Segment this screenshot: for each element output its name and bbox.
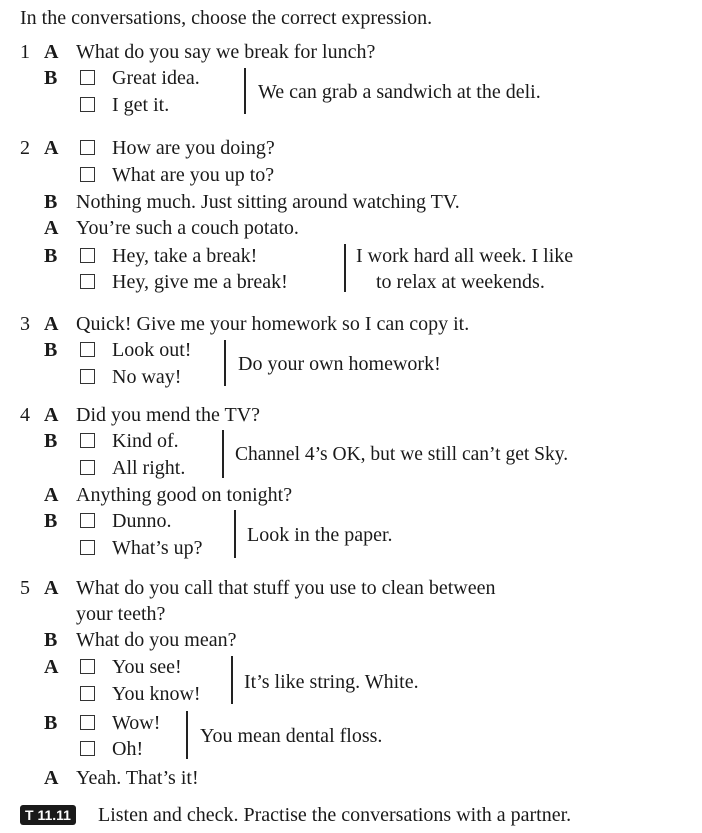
- speaker-label: A: [44, 137, 59, 159]
- conversation-number: 3: [20, 313, 30, 335]
- continuation-text: It’s like string. White.: [244, 671, 419, 693]
- dialogue-line: What do you mean?: [76, 629, 237, 651]
- speaker-label: B: [44, 629, 58, 651]
- dialogue-line: Nothing much. Just sitting around watching TV.: [76, 191, 460, 213]
- option-checkbox[interactable]: [80, 274, 95, 289]
- conversation-number: 2: [20, 137, 30, 159]
- dialogue-line: Yeah. That’s it!: [76, 767, 199, 789]
- speaker-label: B: [44, 712, 58, 734]
- speaker-label: B: [44, 430, 58, 452]
- option-checkbox[interactable]: [80, 460, 95, 475]
- continuation-text: Do your own homework!: [238, 353, 441, 375]
- speaker-label: B: [44, 510, 58, 532]
- divider-bar: [244, 68, 246, 114]
- continuation-text: We can grab a sandwich at the deli.: [258, 81, 541, 103]
- speaker-label: A: [44, 313, 59, 335]
- option-label: Hey, take a break!: [112, 245, 258, 267]
- option-label: All right.: [112, 457, 186, 479]
- option-label: What’s up?: [112, 537, 203, 559]
- divider-bar: [224, 340, 226, 386]
- speaker-label: A: [44, 41, 59, 63]
- audio-track-badge[interactable]: T 11.11: [20, 805, 76, 825]
- option-checkbox[interactable]: [80, 741, 95, 756]
- option-label: No way!: [112, 366, 182, 388]
- option-checkbox[interactable]: [80, 540, 95, 555]
- divider-bar: [231, 656, 233, 704]
- option-checkbox[interactable]: [80, 369, 95, 384]
- dialogue-line: You’re such a couch potato.: [76, 217, 299, 239]
- continuation-text: I work hard all week. I like: [356, 245, 574, 267]
- speaker-label: B: [44, 191, 58, 213]
- divider-bar: [344, 244, 346, 292]
- option-checkbox[interactable]: [80, 433, 95, 448]
- speaker-label: A: [44, 484, 59, 506]
- speaker-label: A: [44, 656, 59, 678]
- dialogue-line: Quick! Give me your homework so I can copy it.: [76, 313, 470, 335]
- conversation-number: 1: [20, 41, 30, 63]
- divider-bar: [186, 711, 188, 759]
- footer-instruction: Listen and check. Practise the conversations with a partner.: [98, 804, 572, 826]
- continuation-text: to relax at weekends.: [376, 271, 545, 293]
- option-checkbox[interactable]: [80, 659, 95, 674]
- instruction: In the conversations, choose the correct expression.: [20, 7, 433, 29]
- conversation-number: 5: [20, 577, 30, 599]
- speaker-label: A: [44, 404, 59, 426]
- option-label: Wow!: [112, 712, 161, 734]
- speaker-label: B: [44, 245, 58, 267]
- option-checkbox[interactable]: [80, 248, 95, 263]
- option-checkbox[interactable]: [80, 686, 95, 701]
- option-label: Hey, give me a break!: [112, 271, 288, 293]
- dialogue-line: What do you say we break for lunch?: [76, 41, 376, 63]
- continuation-text: You mean dental floss.: [200, 725, 383, 747]
- option-checkbox[interactable]: [80, 513, 95, 528]
- option-label: Kind of.: [112, 430, 179, 452]
- option-label: How are you doing?: [112, 137, 275, 159]
- continuation-text: Look in the paper.: [247, 524, 393, 546]
- dialogue-line: Anything good on tonight?: [76, 484, 293, 506]
- option-label: You know!: [112, 683, 201, 705]
- option-checkbox[interactable]: [80, 70, 95, 85]
- divider-bar: [222, 430, 224, 478]
- option-label: Dunno.: [112, 510, 172, 532]
- dialogue-line: What do you call that stuff you use to clean between: [76, 577, 496, 599]
- option-label: Look out!: [112, 339, 192, 361]
- speaker-label: A: [44, 767, 59, 789]
- option-checkbox[interactable]: [80, 167, 95, 182]
- speaker-label: A: [44, 217, 59, 239]
- dialogue-line: Did you mend the TV?: [76, 404, 261, 426]
- option-label: I get it.: [112, 94, 170, 116]
- option-label: Oh!: [112, 738, 144, 760]
- speaker-label: A: [44, 577, 59, 599]
- speaker-label: B: [44, 339, 58, 361]
- dialogue-line: your teeth?: [76, 603, 166, 625]
- conversation-number: 4: [20, 404, 30, 426]
- option-label: What are you up to?: [112, 164, 275, 186]
- divider-bar: [234, 510, 236, 558]
- option-label: Great idea.: [112, 67, 200, 89]
- speaker-label: B: [44, 67, 58, 89]
- option-checkbox[interactable]: [80, 715, 95, 730]
- option-checkbox[interactable]: [80, 140, 95, 155]
- option-label: You see!: [112, 656, 182, 678]
- option-checkbox[interactable]: [80, 97, 95, 112]
- option-checkbox[interactable]: [80, 342, 95, 357]
- continuation-text: Channel 4’s OK, but we still can’t get Sky.: [235, 444, 569, 465]
